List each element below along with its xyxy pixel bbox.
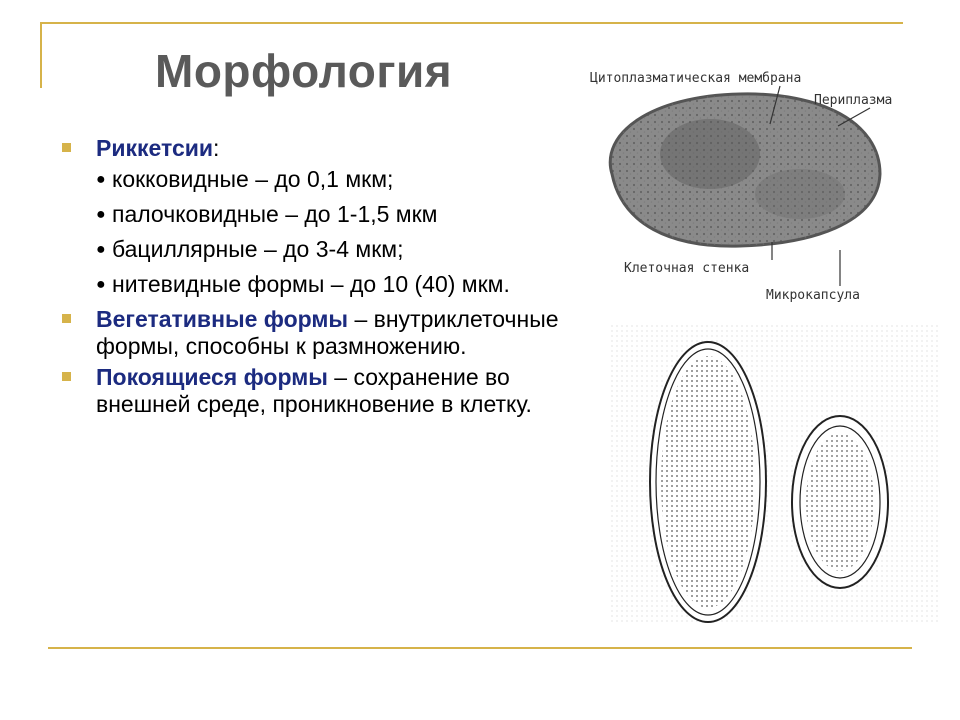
- sub-item: [62, 166, 602, 193]
- rickettsia-figure: [590, 64, 940, 654]
- label-microcapsule: Микрокапсула: [766, 288, 860, 303]
- sub-item-text: бациллярные – до 3-4 мкм;: [112, 236, 404, 262]
- bullet-title: Покоящиеся формы: [96, 364, 328, 390]
- dot-bullet-icon: ●: [96, 276, 106, 293]
- small-oval-cell: [792, 416, 888, 588]
- bullet-title: Риккетсии: [96, 135, 214, 161]
- dot-bullet-icon: ●: [96, 206, 106, 223]
- frame-top-line: [40, 22, 903, 24]
- square-bullet-icon: [62, 314, 71, 323]
- bullet-rickettsia: [62, 135, 602, 162]
- square-bullet-icon: [62, 143, 71, 152]
- bullet-text: – внутриклеточные формы, способны к размножению.: [96, 306, 559, 359]
- bullet-resting: [62, 364, 602, 418]
- large-oval-cell: [650, 342, 766, 622]
- sub-item: [62, 201, 602, 228]
- slide-title: Морфология: [155, 45, 453, 97]
- bullet-suffix: :: [213, 135, 220, 161]
- bullet-vegetative: [62, 306, 602, 360]
- label-periplasm: Периплазма: [814, 93, 893, 108]
- sub-item: [62, 271, 552, 298]
- label-membrane: Цитоплазматическая мембрана: [590, 71, 802, 86]
- bullet-text: – сохранение во внешней среде, проникновение в клетку.: [96, 364, 532, 417]
- label-cell-wall: Клеточная стенка: [624, 261, 750, 276]
- micrograph-cell: [610, 94, 880, 246]
- bullet-title: Вегетативные формы: [96, 306, 349, 332]
- square-bullet-icon: [62, 372, 71, 381]
- dot-bullet-icon: ●: [96, 241, 106, 258]
- slide-content: [62, 135, 602, 422]
- sub-item-text: нитевидные формы – до 10 (40) мкм.: [112, 271, 510, 297]
- dot-bullet-icon: ●: [96, 171, 106, 188]
- sub-item: [62, 236, 602, 263]
- frame-left-line: [40, 22, 42, 88]
- sub-item-text: кокковидные – до 0,1 мкм;: [112, 166, 394, 192]
- sub-item-text: палочковидные – до 1-1,5 мкм: [112, 201, 438, 227]
